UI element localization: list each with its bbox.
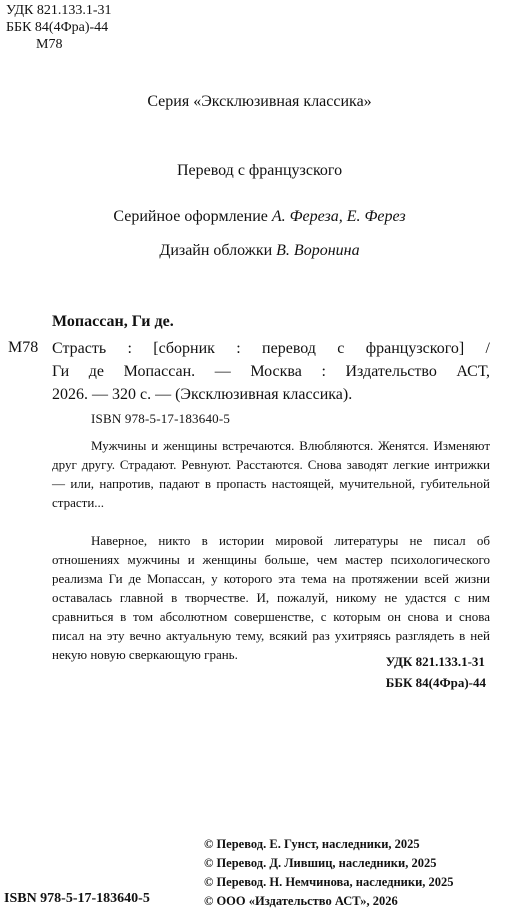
- copyright-line: © Перевод. Н. Немчинова, наследники, 2025: [204, 875, 454, 889]
- bbk-code: ББК 84(4Фра)-44: [6, 20, 109, 35]
- catalog-line-1: Страсть : [сборник : перевод с французского] /: [52, 340, 490, 357]
- annotation-text-2: Наверное, никто в истории мировой литературы не писал об отношениях мужчины и женщины больше, чем мастер психологического реализма Ги де Мопассан, у которого эта тема на протяжении всей жизни оставалась главной в творчестве. И, пожалуй, никому не удастся с ним сравниться в том абсолютном совершенстве, с которым он снова и снова писал на эту вечно актуальную тему, всякий раз ухитряясь разглядеть в ней некую новую сверкающую грань.: [52, 533, 490, 662]
- cover-design-label: Дизайн обложки: [159, 242, 277, 259]
- annotation-paragraph-2: [52, 531, 490, 664]
- copyright-line: © Перевод. Е. Гунст, наследники, 2025: [204, 837, 420, 851]
- series-design-names: А. Фереза, Е. Ферез: [271, 208, 406, 225]
- footer-isbn: ISBN 978-5-17-183640-5: [4, 891, 150, 906]
- translation-note: Перевод с французского: [176, 162, 343, 179]
- author-mark: М78: [36, 37, 63, 52]
- cover-design-credit: [0, 242, 519, 260]
- footer-codes: [386, 651, 486, 693]
- catalog-line-2: Ги де Мопассан. — Москва : Издательство АСТ,: [52, 363, 490, 380]
- footer-bbk-code: ББК 84(4Фра)-44: [385, 675, 486, 690]
- series-design-credit: [0, 208, 519, 226]
- annotation-text-1: Мужчины и женщины встречаются. Влюбляются. Женятся. Изменяют друг другу. Страдают. Ревнуют. Расстаются. Снова заводят легкие интрижки — или, напротив, падают в пропасть настоящей, мучительной, губительной страсти...: [52, 438, 490, 510]
- catalog-author: Мопассан, Ги де.: [52, 313, 174, 330]
- footer-udk-code: УДК 821.133.1-31: [385, 654, 485, 669]
- series-title: Серия «Эксклюзивная классика»: [147, 93, 372, 110]
- series-design-label: Серийное оформление: [113, 208, 272, 225]
- udk-code: УДК 821.133.1-31: [6, 3, 112, 18]
- catalog-mark: М78: [8, 339, 39, 356]
- catalog-isbn: ISBN 978-5-17-183640-5: [91, 411, 231, 426]
- copyright-block: [204, 835, 454, 911]
- copyright-line: © Перевод. Д. Лившиц, наследники, 2025: [204, 856, 437, 870]
- cover-design-name: В. Воронина: [276, 242, 360, 259]
- catalog-line-3: 2026. — 320 с. — (Эксклюзивная классика).: [52, 386, 353, 403]
- header-codes: [6, 2, 112, 53]
- copyright-line: © ООО «Издательство АСТ», 2026: [204, 894, 398, 908]
- annotation-paragraph-1: [52, 436, 490, 512]
